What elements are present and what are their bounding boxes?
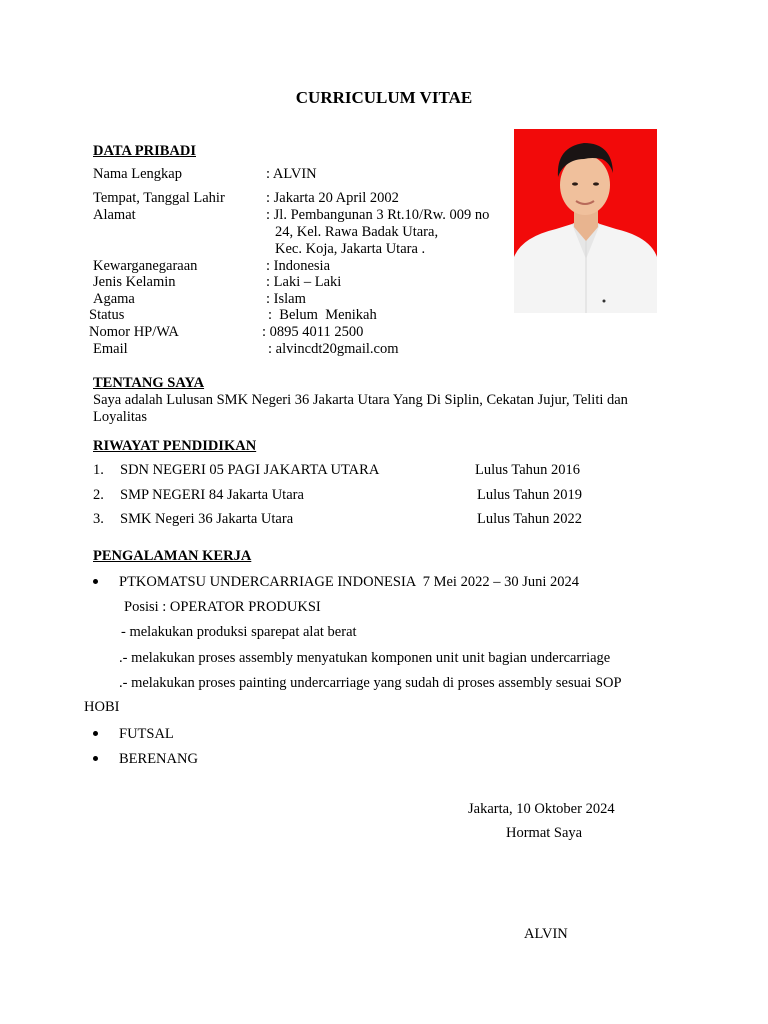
value-nama: : ALVIN [266,166,317,182]
education-year: Lulus Tahun 2019 [477,487,583,503]
value-jenis-kelamin: : Laki – Laki [266,274,342,290]
closing-place-date: Jakarta, 10 Oktober 2024 [468,801,615,817]
bullet-icon [93,731,98,736]
education-school: SMK Negeri 36 Jakarta Utara [120,511,294,527]
value-status: : Belum Menikah [268,307,377,323]
experience-task: .- melakukan proses assembly menyatukan komponen unit unit bagian undercarriage [119,650,611,666]
about-text-line-1: Saya adalah Lulusan SMK Negeri 36 Jakarta Utara Yang Di Siplin, Cekatan Jujur, Teliti dan [93,392,628,408]
label-email: Email [93,341,128,357]
hobby-heading: HOBI [84,699,120,715]
value-alamat-2: 24, Kel. Rawa Badak Utara, [275,224,439,240]
profile-photo [514,129,657,313]
experience-task: .- melakukan proses painting undercarriage yang sudah di proses assembly sesuai SOP [119,675,622,691]
value-agama: : Islam [266,291,306,307]
label-jenis-kelamin: Jenis Kelamin [93,274,176,290]
education-year: Lulus Tahun 2016 [475,462,581,478]
education-year: Lulus Tahun 2022 [477,511,583,527]
value-alamat-1: : Jl. Pembangunan 3 Rt.10/Rw. 009 no [266,207,490,223]
bullet-icon [93,756,98,761]
value-alamat-3: Kec. Koja, Jakarta Utara . [275,241,426,257]
value-email: : alvincdt20gmail.com [268,341,399,357]
person-portrait [514,129,657,313]
label-ttl: Tempat, Tanggal Lahir [93,190,225,206]
experience-task: - melakukan produksi sparepat alat berat [121,624,357,640]
experience-position: Posisi : OPERATOR PRODUKSI [124,599,321,615]
label-agama: Agama [93,291,135,307]
education-school: SMP NEGERI 84 Jakarta Utara [120,487,304,503]
label-nomor-hp: Nomor HP/WA [89,324,179,340]
education-number: 1. [93,462,104,478]
label-alamat: Alamat [93,207,136,223]
education-number: 2. [93,487,104,503]
education-number: 3. [93,511,104,527]
experience-heading: PENGALAMAN KERJA [93,548,252,564]
signature-name: ALVIN [524,926,568,942]
personal-heading: DATA PRIBADI [93,143,196,159]
label-nama: Nama Lengkap [93,166,182,182]
about-text-line-2: Loyalitas [93,409,147,425]
label-kewarganegaraan: Kewarganegaraan [93,258,198,274]
value-nomor-hp: : 0895 4011 2500 [262,324,364,340]
about-heading: TENTANG SAYA [93,375,205,391]
hobby-item: BERENANG [119,751,198,767]
bullet-icon [93,579,98,584]
value-kewarganegaraan: : Indonesia [266,258,331,274]
education-school: SDN NEGERI 05 PAGI JAKARTA UTARA [120,462,380,478]
education-heading: RIWAYAT PENDIDIKAN [93,438,257,454]
experience-company: PTKOMATSU UNDERCARRIAGE INDONESIA 7 Mei 2022 – 30 Juni 2024 [119,574,579,590]
page-title: CURRICULUM VITAE [295,88,473,107]
value-ttl: : Jakarta 20 April 2002 [266,190,399,206]
closing-regards: Hormat Saya [506,825,583,841]
label-status: Status [89,307,125,323]
hobby-item: FUTSAL [119,726,174,742]
